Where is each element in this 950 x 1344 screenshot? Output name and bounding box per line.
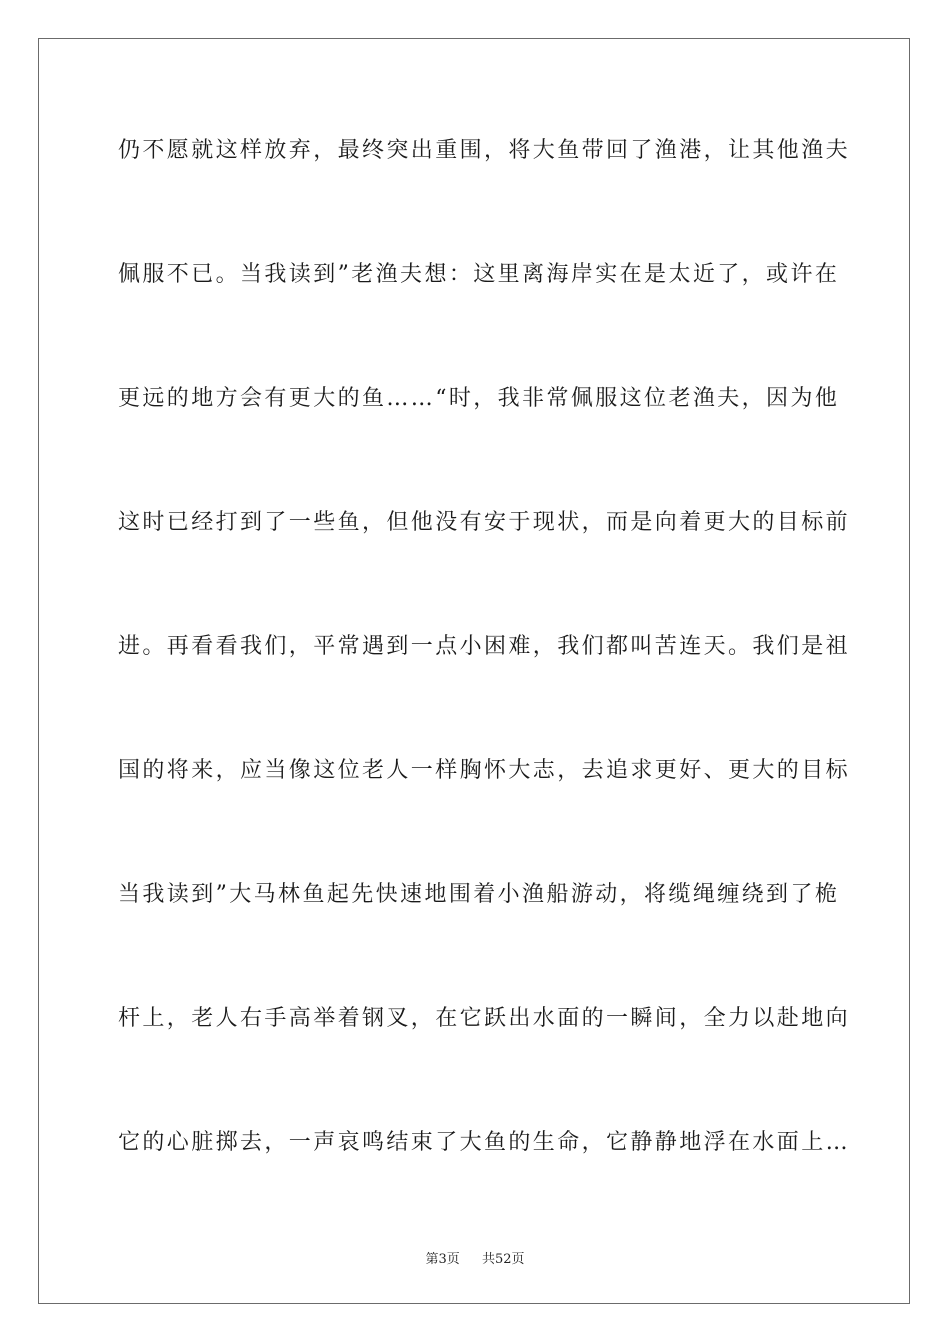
text-line: 佩服不已。当我读到”老渔夫想：这里离海岸实在是太近了，或许在 [118, 262, 840, 287]
text-line: 这时已经打到了一些鱼，但他没有安于现状，而是向着更大的目标前 [118, 510, 851, 535]
text-line: 当我读到”大马林鱼起先快速地围着小渔船游动，将缆绳缠绕到了桅 [118, 882, 840, 907]
page-total: 共52页 [482, 1252, 525, 1267]
text-line: 它的心脏掷去，一声哀鸣结束了大鱼的生命，它静静地浮在水面上… [118, 1130, 851, 1155]
document-body [118, 126, 851, 1242]
page-number: 第3页 [425, 1252, 460, 1267]
page-footer [0, 1248, 950, 1267]
text-line: 进。再看看我们，平常遇到一点小困难，我们都叫苦连天。我们是祖 [118, 634, 851, 659]
text-line: 仍不愿就这样放弃，最终突出重围，将大鱼带回了渔港，让其他渔夫 [118, 138, 851, 163]
text-line: 杆上，老人右手高举着钢叉，在它跃出水面的一瞬间，全力以赴地向 [118, 1006, 851, 1031]
text-line: 更远的地方会有更大的鱼……“时，我非常佩服这位老渔夫，因为他 [118, 386, 840, 411]
text-line: 国的将来，应当像这位老人一样胸怀大志，去追求更好、更大的目标 [118, 758, 851, 783]
